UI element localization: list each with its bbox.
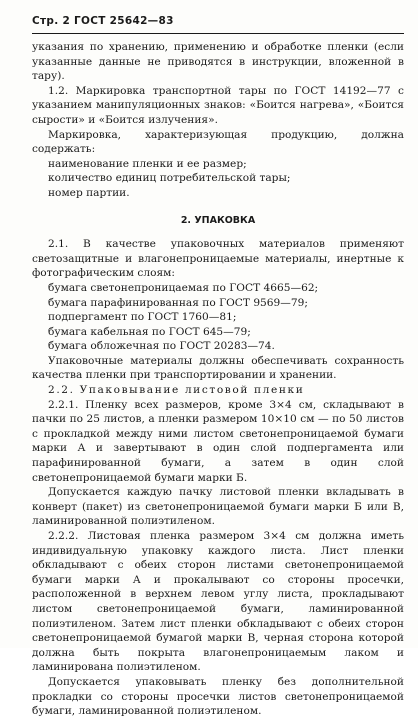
paragraph-2-2-1: 2.2.1. Пленку всех размеров, кроме 3×4 см, складывают в пачки по 25 листов, а пленки размером 10×10 см — по 50 листов с прокладкой между ними листом светонепроницаемой бумаги марки А и завертывают в один слой подпергамента или парафинированной бумаги, а затем в один слой светонепроницаемой бумаги марки Б. bbox=[32, 398, 404, 484]
paragraph-marking: Маркировка, характеризующая продукцию, должна содержать: bbox=[32, 128, 404, 156]
marking-item: наименование пленки и ее размер; bbox=[48, 157, 247, 170]
paragraph-envelope-allowed: Допускается каждую пачку листовой пленки вкладывать в конверт (пакет) из светонепроницаемой бумаги марки Б или В, ламинированной полиэтиленом. bbox=[32, 486, 404, 528]
marking-item: номер партии. bbox=[48, 186, 130, 199]
paragraph-materials-note: Упаковочные материалы должны обеспечивать сохранность качества пленки при транспортировании и хранении. bbox=[32, 354, 404, 382]
material-item: бумага обложечная по ГОСТ 20283—74. bbox=[48, 340, 275, 353]
paragraph-2-1: 2.1. В качестве упаковочных материалов применяют светозащитные и влагонепроницаемые материалы, инертные к фотографическим слоям: bbox=[32, 238, 404, 280]
paragraph-no-extra-layer-allowed: Допускается упаковывать пленку без дополнительной прокладки со стороны просечки листов светонепроницаемой бумаги, ламинированной полиэтиленом. bbox=[32, 675, 404, 718]
material-item: подпергамент по ГОСТ 1760—81; bbox=[48, 311, 237, 324]
paragraph-2-2-2: 2.2.2. Листовая пленка размером 3×4 см должна иметь индивидуальную упаковку каждого листа. Лист пленки обкладывают с обеих сторон листами светонепроницаемой бумаги марки А и прокалывают со стороны просечки, расположенной в верхнем левом углу листа, прокладывают листом светонепроницаемой бумаги, ламинированной полиэтиленом. Затем лист пленки обкладывают с обеих сторон светонепроницаемой бумагой марки В, черная сторона которой должна быть покрыта влагонепроницаемым лаком и ламинирована полиэтиленом. bbox=[32, 530, 404, 674]
material-item: бумага парафинированная по ГОСТ 9569—79; bbox=[48, 296, 308, 309]
subsection-title: 2.2. Упаковывание листовой пленки bbox=[48, 384, 305, 397]
header-rule bbox=[32, 33, 404, 34]
material-item: бумага светонепроницаемая по ГОСТ 4665—62; bbox=[48, 281, 319, 294]
material-item: бумага кабельная по ГОСТ 645—79; bbox=[48, 325, 251, 338]
paragraph-1-2: 1.2. Маркировка транспортной тары по ГОСТ 14192—77 с указанием манипуляционных знаков: «Боится нагрева», «Боится сырости» и «Боится излучения». bbox=[32, 84, 404, 126]
page-header: Стр. 2 ГОСТ 25642—83 bbox=[32, 15, 174, 27]
marking-item: количество единиц потребительской тары; bbox=[48, 172, 291, 185]
paragraph-storage-instructions: указания по хранению, применению и обработке пленки (если указанные данные не приводятся в инструкции, вложенной в тару). bbox=[32, 41, 404, 83]
document-body bbox=[32, 40, 404, 719]
section-title: 2. УПАКОВКА bbox=[180, 214, 256, 226]
